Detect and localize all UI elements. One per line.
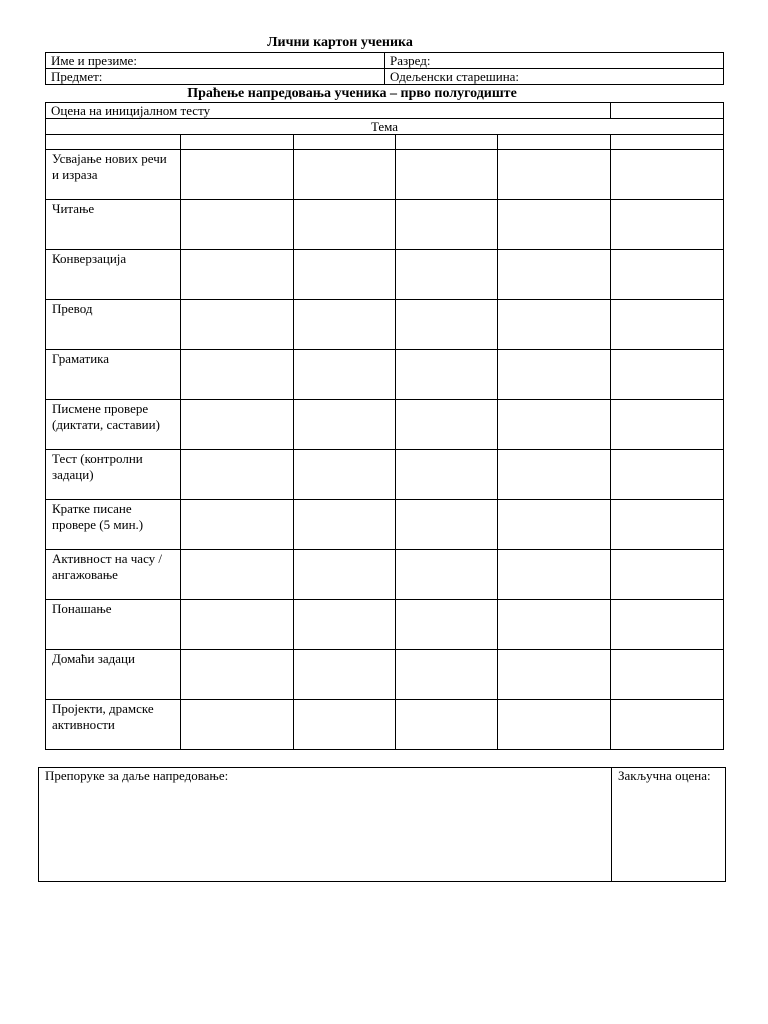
progress-row: [46, 350, 724, 400]
progress-row-label: Кратке писане провере (5 мин.): [46, 500, 181, 550]
grade-cell[interactable]: [181, 350, 294, 400]
grade-cell[interactable]: [181, 500, 294, 550]
grade-cell[interactable]: [498, 300, 611, 350]
theme-column-cell[interactable]: [396, 135, 498, 150]
grade-cell[interactable]: [396, 200, 498, 250]
grade-cell[interactable]: [611, 250, 724, 300]
grade-cell[interactable]: [611, 650, 724, 700]
name-field[interactable]: Име и презиме:: [46, 53, 385, 69]
progress-row: [46, 600, 724, 650]
theme-row: [46, 119, 724, 135]
grade-cell[interactable]: [611, 450, 724, 500]
grade-cell[interactable]: [294, 550, 396, 600]
progress-row: [46, 550, 724, 600]
grade-cell[interactable]: [611, 300, 724, 350]
grade-cell[interactable]: [181, 600, 294, 650]
progress-table: [45, 102, 724, 750]
initial-test-row: [46, 103, 724, 119]
grade-cell[interactable]: [396, 550, 498, 600]
footer-row: [39, 768, 726, 882]
progress-row-label: Писмене провере (диктати, саставии): [46, 400, 181, 450]
grade-cell[interactable]: [396, 250, 498, 300]
progress-row-label: Граматика: [46, 350, 181, 400]
grade-cell[interactable]: [294, 700, 396, 750]
recommendations-box[interactable]: Препоруке за даље напредовање:: [39, 768, 612, 882]
progress-row: [46, 650, 724, 700]
progress-row-label: Активност на часу / ангажовање: [46, 550, 181, 600]
grade-cell[interactable]: [181, 550, 294, 600]
progress-row: [46, 150, 724, 200]
theme-column-cell[interactable]: [498, 135, 611, 150]
grade-cell[interactable]: [294, 300, 396, 350]
grade-cell[interactable]: [498, 450, 611, 500]
progress-rows: [46, 150, 724, 750]
progress-row-label: Усвајање нових речи и израза: [46, 150, 181, 200]
grade-cell[interactable]: [498, 250, 611, 300]
grade-cell[interactable]: [396, 500, 498, 550]
info-row-2: [46, 69, 724, 85]
grade-cell[interactable]: [181, 150, 294, 200]
homeroom-teacher-field[interactable]: Одељенски старешина:: [385, 69, 724, 85]
grade-cell[interactable]: [294, 400, 396, 450]
grade-cell[interactable]: [294, 500, 396, 550]
grade-cell[interactable]: [294, 200, 396, 250]
grade-cell[interactable]: [294, 600, 396, 650]
student-info-table: [45, 52, 724, 85]
grade-cell[interactable]: [396, 450, 498, 500]
grade-cell[interactable]: [181, 200, 294, 250]
progress-row-label: Понашање: [46, 600, 181, 650]
grade-cell[interactable]: [498, 150, 611, 200]
grade-cell[interactable]: [498, 500, 611, 550]
progress-row: [46, 250, 724, 300]
grade-cell[interactable]: [498, 600, 611, 650]
grade-cell[interactable]: [611, 500, 724, 550]
grade-cell[interactable]: [396, 400, 498, 450]
progress-row-label: Превод: [46, 300, 181, 350]
progress-row: [46, 700, 724, 750]
info-row-1: [46, 53, 724, 69]
grade-cell[interactable]: [181, 700, 294, 750]
progress-row: [46, 450, 724, 500]
progress-row: [46, 400, 724, 450]
grade-cell[interactable]: [294, 150, 396, 200]
footer-table: [38, 767, 726, 882]
final-grade-box[interactable]: Закључна оцена:: [612, 768, 726, 882]
grade-field[interactable]: Разред:: [385, 53, 724, 69]
page-title: Лични картон ученика: [267, 35, 413, 50]
progress-row: [46, 300, 724, 350]
grade-cell[interactable]: [498, 400, 611, 450]
progress-row: [46, 500, 724, 550]
grade-cell[interactable]: [294, 350, 396, 400]
theme-column-cell[interactable]: [181, 135, 294, 150]
theme-columns-row: [46, 135, 724, 150]
grade-cell[interactable]: [498, 700, 611, 750]
initial-test-grade-cell[interactable]: [611, 103, 724, 119]
grade-cell[interactable]: [611, 700, 724, 750]
grade-cell[interactable]: [498, 350, 611, 400]
grade-cell[interactable]: [611, 150, 724, 200]
subject-field[interactable]: Предмет:: [46, 69, 385, 85]
grade-cell[interactable]: [611, 200, 724, 250]
grade-cell[interactable]: [396, 600, 498, 650]
progress-row-label: Пројекти, драмске активности: [46, 700, 181, 750]
grade-cell[interactable]: [181, 400, 294, 450]
grade-cell[interactable]: [396, 150, 498, 200]
progress-row-label: Домаћи задаци: [46, 650, 181, 700]
grade-cell[interactable]: [181, 300, 294, 350]
grade-cell[interactable]: [294, 250, 396, 300]
grade-cell[interactable]: [498, 550, 611, 600]
grade-cell[interactable]: [181, 650, 294, 700]
theme-corner-cell: [46, 135, 181, 150]
section-title: Праћење напредовања ученика – прво полугодиште: [187, 86, 517, 101]
grade-cell[interactable]: [294, 450, 396, 500]
theme-column-cell[interactable]: [294, 135, 396, 150]
grade-cell[interactable]: [294, 650, 396, 700]
progress-row: [46, 200, 724, 250]
grade-cell[interactable]: [611, 350, 724, 400]
progress-row-label: Читање: [46, 200, 181, 250]
grade-cell[interactable]: [181, 450, 294, 500]
grade-cell[interactable]: [611, 400, 724, 450]
grade-cell[interactable]: [396, 350, 498, 400]
grade-cell[interactable]: [181, 250, 294, 300]
grade-cell[interactable]: [611, 550, 724, 600]
grade-cell[interactable]: [498, 200, 611, 250]
progress-row-label: Конверзација: [46, 250, 181, 300]
theme-column-cell[interactable]: [611, 135, 724, 150]
grade-cell[interactable]: [396, 650, 498, 700]
progress-row-label: Тест (контролни задаци): [46, 450, 181, 500]
theme-label: Тема: [46, 119, 724, 135]
grade-cell[interactable]: [611, 600, 724, 650]
grade-cell[interactable]: [396, 700, 498, 750]
initial-test-label: Оцена на иницијалном тесту: [46, 103, 611, 119]
grade-cell[interactable]: [396, 300, 498, 350]
grade-cell[interactable]: [498, 650, 611, 700]
